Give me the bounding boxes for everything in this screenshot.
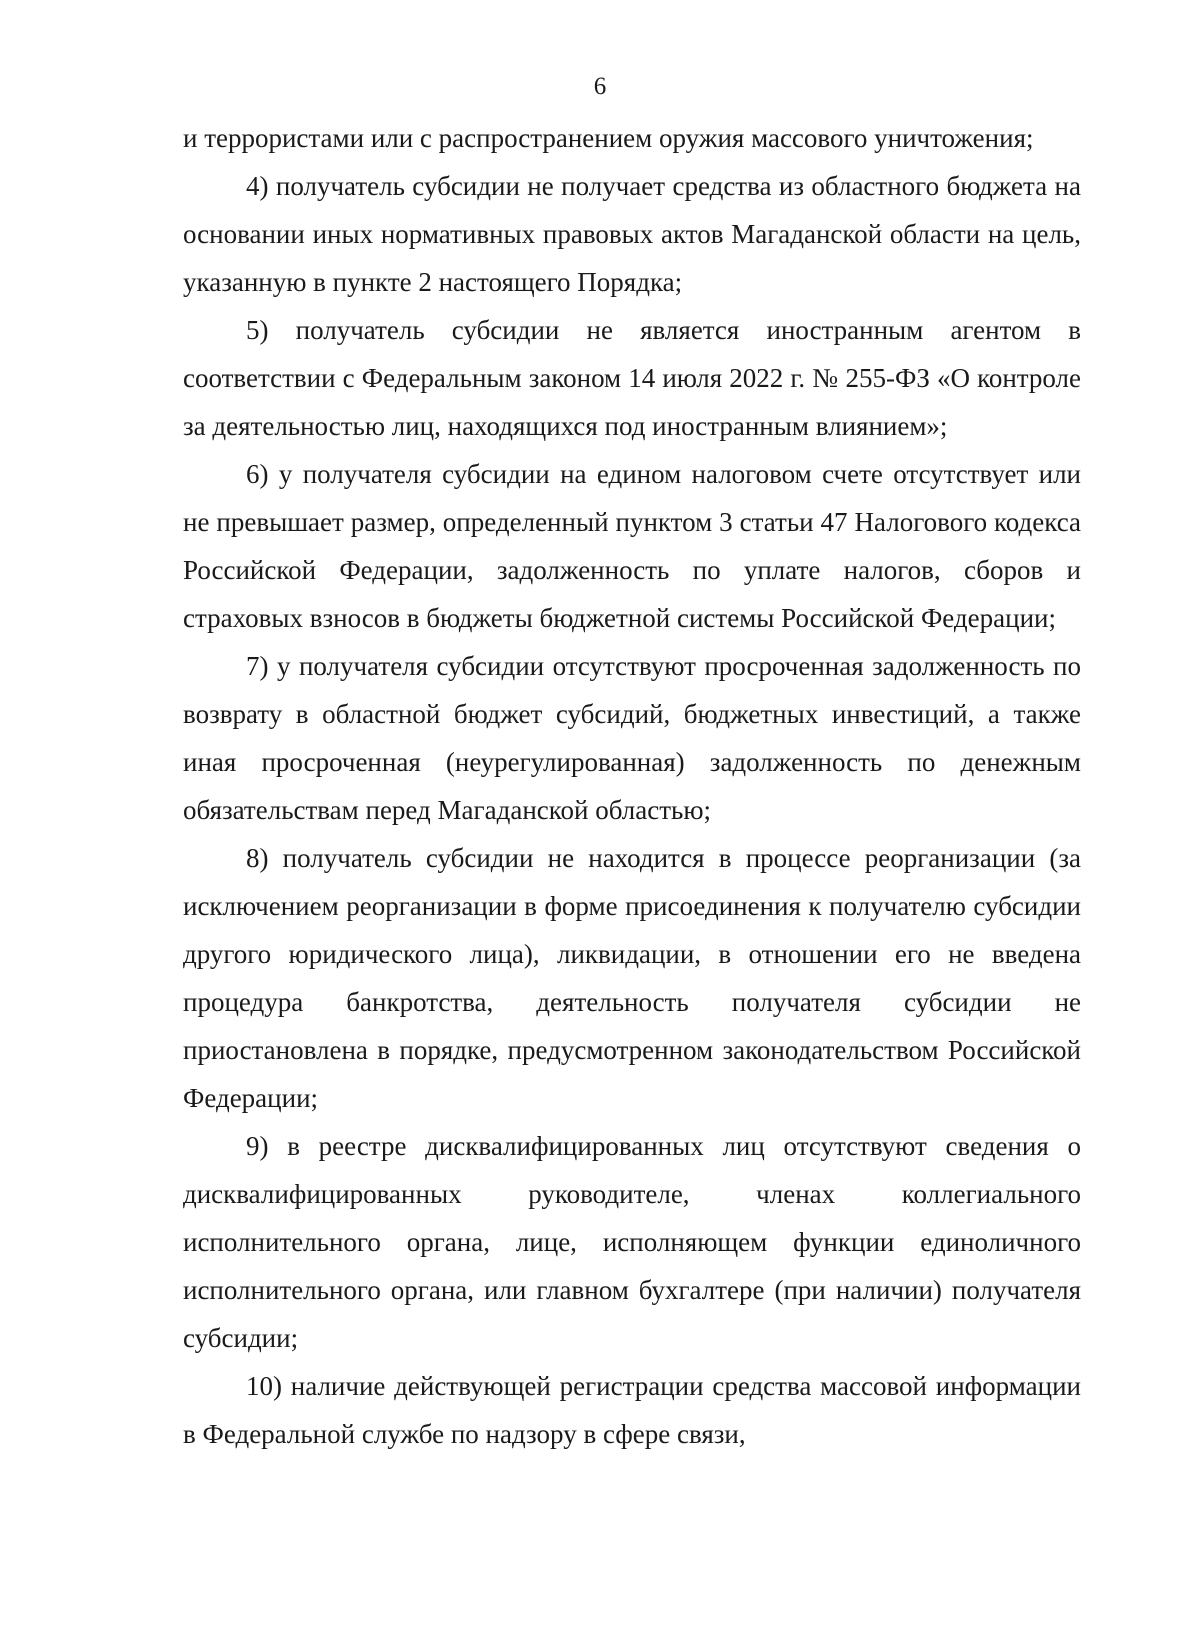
paragraph-item-4: 4) получатель субсидии не получает средства из областного бюджета на основании иных нормативных правовых актов Магаданской области на цель, указанную в пункте 2 настоящего Порядка;: [183, 171, 1081, 297]
document-body: [183, 114, 1081, 1458]
paragraph-item-7: 7) у получателя субсидии отсутствуют просроченная задолженность по возврату в областной бюджет субсидий, бюджетных инвестиций, а также иная просроченная (неурегулированная) задолженность по денежным обязательствам перед Магаданской областью;: [183, 651, 1081, 825]
paragraph-item-5: 5) получатель субсидии не является иностранным агентом в соответствии с Федеральным законом 14 июля 2022 г. № 255-ФЗ «О контроле за деятельностью лиц, находящихся под иностранным влиянием»;: [183, 315, 1081, 441]
paragraph-continuation: и террористами или с распространением оружия массового уничтожения;: [183, 123, 1034, 153]
paragraph-item-8: 8) получатель субсидии не находится в процессе реорганизации (за исключением реорганизации в форме присоединения к получателю субсидии другого юридического лица), ликвидации, в отношении его не введена процедура банкротства, деятельность получателя субсидии не приостановлена в порядке, предусмотренном законодательством Российской Федерации;: [183, 843, 1081, 1113]
page-number: 6: [593, 73, 607, 100]
paragraph-item-6: 6) у получателя субсидии на едином налоговом счете отсутствует или не превышает размер, определенный пунктом 3 статьи 47 Налогового кодекса Российской Федерации, задолженность по уплате налогов, сборов и страховых взносов в бюджеты бюджетной системы Российской Федерации;: [183, 459, 1081, 633]
paragraph-item-9: 9) в реестре дисквалифицированных лиц отсутствуют сведения о дисквалифицированных руководителе, членах коллегиального исполнительного органа, лице, исполняющем функции единоличного исполнительного органа, или главном бухгалтере (при наличии) получателя субсидии;: [183, 1131, 1081, 1353]
paragraph-item-10: 10) наличие действующей регистрации средства массовой информации в Федеральной службе по надзору в сфере связи,: [183, 1371, 1081, 1449]
